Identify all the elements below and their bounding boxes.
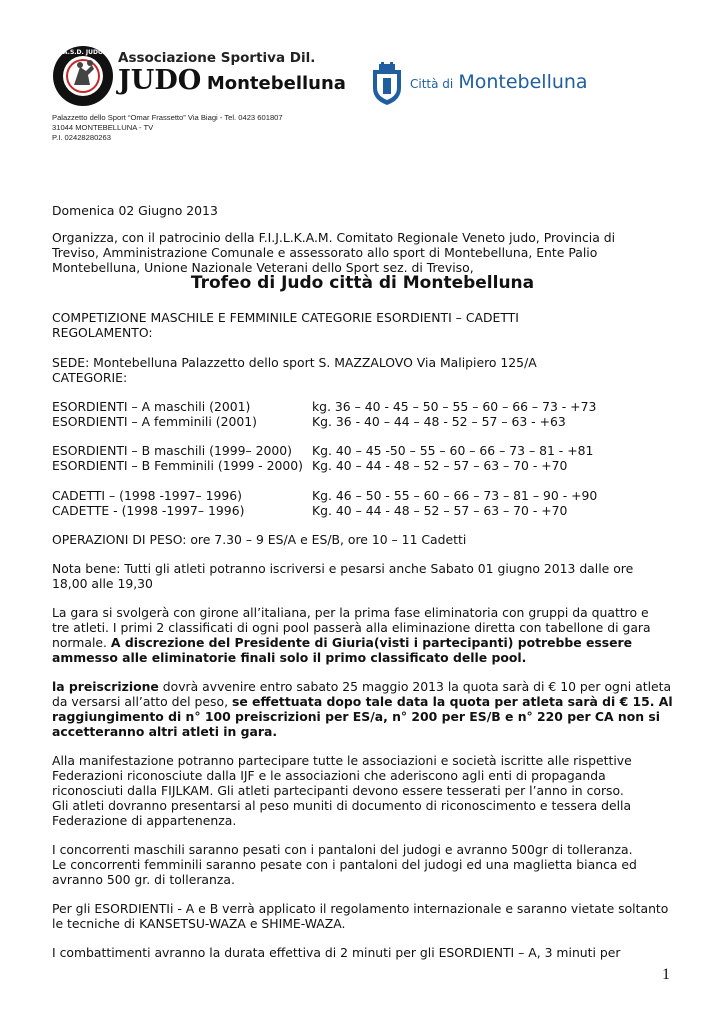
category-weights: Kg. 36 - 40 – 44 – 48 - 52 – 57 – 63 - +63	[312, 414, 566, 429]
concorrenti-line-2: Le concorrenti femminili saranno pesate con i pantaloni del judogi ed una maglietta bianca ed	[52, 857, 637, 872]
category-name: CADETTI – (1998 -1997– 1996)	[52, 488, 242, 503]
concorrenti-line-1: I concorrenti maschili saranno pesati con i pantaloni del judogi e avranno 500gr di tolleranza.	[52, 842, 633, 857]
category-weights: Kg. 40 – 45 -50 – 55 – 60 – 66 – 73 – 81 - +81	[312, 443, 594, 458]
preiscrizione-line-2-normal: da versarsi all’atto del peso,	[52, 694, 232, 709]
citta-di: Città di	[410, 77, 454, 91]
manifestazione-line-3: riconosciuti dalla FIJLKAM. Gli atleti partecipanti devono essere tesserati per l’anno in corso.	[52, 783, 624, 798]
preiscrizione-lead: la preiscrizione	[52, 679, 159, 694]
category-name: CADETTE - (1998 -1997– 1996)	[52, 503, 245, 518]
category-name: ESORDIENTI – B Femminili (1999 - 2000)	[52, 458, 303, 473]
gara-line-3-normal: normale.	[52, 635, 111, 650]
assoc-name: Associazione Sportiva Dil.	[118, 50, 316, 66]
assoc-judo: JUDO	[118, 65, 202, 96]
logo-ring-text: A.S.D. JUDO	[62, 49, 104, 56]
assoc-city: Montebelluna	[206, 73, 346, 94]
event-date: Domenica 02 Giugno 2013	[52, 203, 218, 218]
judo-club-logo	[52, 45, 114, 107]
note-line-1: Nota bene: Tutti gli atleti potranno iscriversi e pesarsi anche Sabato 01 giugno 2013 dalle ore	[52, 561, 634, 576]
citta-name: Montebelluna	[458, 71, 588, 93]
gara-line-3	[52, 635, 677, 650]
note-line-2: 18,00 alle 19,30	[52, 576, 153, 591]
preiscrizione-line-3	[52, 709, 677, 724]
category-weights: Kg. 46 – 50 - 55 – 60 – 66 – 73 – 81 – 90 - +90	[312, 488, 598, 503]
gara-line-1: La gara si svolgerà con girone all’italiana, per la prima fase eliminatoria con gruppi da quattro e	[52, 605, 649, 620]
sede-line: SEDE: Montebelluna Palazzetto dello sport S. MAZZALOVO Via Malipiero 125/A	[52, 355, 537, 370]
vat-number: P.I. 02428280263	[52, 133, 111, 142]
document-title: Trofeo di Judo città di Montebelluna	[190, 273, 535, 293]
preiscrizione-line-3-bold: raggiungimento di n° 100 preiscrizioni per ES/a, n° 200 per ES/B e n° 220 per CA non si	[52, 709, 660, 724]
manifestazione-line-5: Federazione di appartenenza.	[52, 813, 237, 828]
concorrenti-line-3: avranno 500 gr. di tolleranza.	[52, 872, 235, 887]
page-number: 1	[662, 966, 670, 983]
manifestazione-line-1: Alla manifestazione potranno partecipare tutte le associazioni e società iscritte alle rispettive	[52, 753, 632, 768]
address-line-1: Palazzetto dello Sport “Omar Frassetto” Via Biagi - Tel. 0423 601807	[52, 113, 283, 122]
intro-line-3: Montebelluna, Unione Nazionale Veterani dello Sport sez. di Treviso,	[52, 260, 474, 275]
preiscrizione-line-4-bold: accetteranno altri atleti in gara.	[52, 724, 278, 739]
city-crest-icon	[369, 62, 405, 106]
category-name: ESORDIENTI – A maschili (2001)	[52, 399, 251, 414]
address-line-2: 31044 MONTEBELLUNA - TV	[52, 123, 154, 132]
preiscrizione-line-2-bold: se effettuata dopo tale data la quota per atleta sarà di € 15. Al	[231, 694, 673, 709]
preiscrizione-line-2	[52, 694, 677, 709]
manifestazione-line-2: Federazioni riconosciute dalla IJF e le associazioni che aderiscono agli enti di propaganda	[52, 768, 606, 783]
category-weights: kg. 36 – 40 - 45 – 50 – 55 – 60 – 66 – 73 - +73	[312, 399, 597, 414]
preiscrizione-line-4	[52, 724, 677, 739]
competition-line-1: COMPETIZIONE MASCHILE E FEMMINILE CATEGORIE ESORDIENTI – CADETTI	[52, 310, 519, 325]
city-logo-text	[410, 73, 588, 92]
category-weights: Kg. 40 – 44 - 48 – 52 – 57 – 63 – 70 - +70	[312, 503, 568, 518]
preiscrizione-line-1	[52, 679, 677, 694]
assoc-judo-line	[118, 67, 346, 94]
category-name: ESORDIENTI – B maschili (1999– 2000)	[52, 443, 293, 458]
intro-line-1: Organizza, con il patrocinio della F.I.J.L.K.A.M. Comitato Regionale Veneto judo, Provincia di	[52, 230, 616, 245]
intro-line-2: Treviso, Amministrazione Comunale e assessorato allo sport di Montebelluna, Ente Palio	[52, 245, 598, 260]
category-weights: Kg. 40 – 44 - 48 – 52 – 57 – 63 – 70 - +70	[312, 458, 568, 473]
gara-line-3-bold: A discrezione del Presidente di Giuria(visti i partecipanti) potrebbe essere	[110, 635, 633, 650]
gara-line-4	[52, 650, 677, 665]
category-name: ESORDIENTI – A femminili (2001)	[52, 414, 257, 429]
weigh-in-times: OPERAZIONI DI PESO: ore 7.30 – 9 ES/A e ES/B, ore 10 – 11 Cadetti	[52, 532, 467, 547]
regolamento-line-1: Per gli ESORDIENTIi - A e B verrà applicato il regolamento internazionale e saranno vietate soltanto	[52, 901, 669, 916]
categorie-label: CATEGORIE:	[52, 370, 128, 385]
combattimenti-line: I combattimenti avranno la durata effettiva di 2 minuti per gli ESORDIENTI – A, 3 minuti per	[52, 945, 621, 960]
gara-line-2: tre atleti. I primi 2 classificati di ogni pool passerà alla eliminazione diretta con tabellone di gara	[52, 620, 651, 635]
competition-line-2: REGOLAMENTO:	[52, 325, 153, 340]
regolamento-line-2: le tecniche di KANSETSU-WAZA e SHIME-WAZA.	[52, 916, 346, 931]
gara-line-4-bold: ammesso alle eliminatorie finali solo il primo classificato delle pool.	[52, 650, 527, 665]
manifestazione-line-4: Gli atleti dovranno presentarsi al peso muniti di documento di riconoscimento e tessera della	[52, 798, 632, 813]
preiscrizione-line-1-rest: dovrà avvenire entro sabato 25 maggio 2013 la quota sarà di € 10 per ogni atleta	[158, 679, 672, 694]
